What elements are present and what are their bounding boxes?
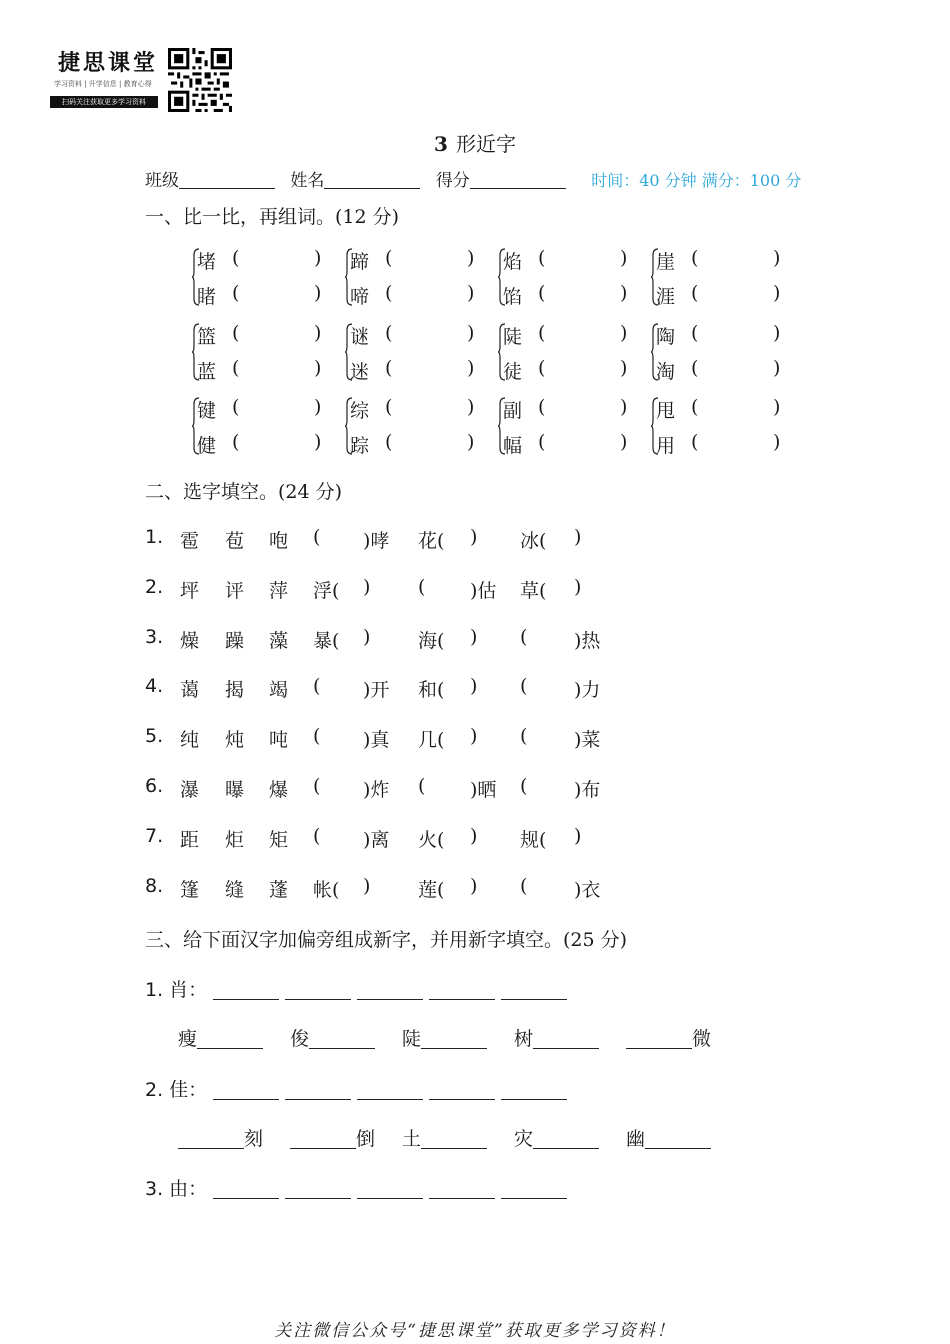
pair-char: 蹄 — [350, 251, 370, 273]
logo-title: 捷思课堂 — [58, 51, 159, 76]
fill-item: )炸 — [363, 779, 390, 801]
blank[interactable] — [213, 1180, 279, 1199]
blank[interactable] — [213, 981, 279, 1000]
fill-item: )热 — [574, 629, 601, 652]
pair-char: 啼 — [350, 286, 370, 308]
pair-char: 综 — [350, 400, 370, 422]
answer-paren-close: ) — [773, 396, 781, 418]
word-pair — [192, 247, 332, 307]
fill-item: ) — [574, 526, 582, 548]
answer-paren-close: ) — [620, 282, 628, 304]
choice-char: 坪 — [180, 579, 200, 602]
word-char: 陡 — [402, 1028, 422, 1050]
word-char: 倒 — [356, 1128, 376, 1150]
word-char: 树 — [514, 1028, 534, 1050]
answer-paren-open[interactable]: ( — [538, 357, 546, 379]
section3-heading-text: 三、给下面汉字加偏旁组成新字，并用新字填空。 — [145, 929, 564, 951]
answer-paren-close: ) — [314, 322, 322, 344]
fill-item[interactable]: ( — [313, 725, 321, 748]
row-number: 4. — [145, 675, 164, 698]
pair-row — [197, 431, 322, 458]
answer-paren-open[interactable]: ( — [691, 396, 699, 418]
class-field[interactable] — [179, 172, 275, 189]
pair-char: 用 — [656, 435, 676, 457]
pair-char: 健 — [197, 435, 217, 457]
word-blank — [290, 1024, 375, 1051]
answer-paren-open[interactable]: ( — [232, 322, 240, 344]
choice-char: 竭 — [269, 679, 289, 702]
blank[interactable] — [533, 1030, 599, 1049]
q3-3-blanks-row — [145, 1174, 573, 1201]
pair-row — [197, 247, 322, 274]
fill-row — [145, 626, 625, 654]
pair-row — [656, 282, 781, 309]
choice-char: 篷 — [180, 878, 200, 901]
fill-item[interactable]: 海( — [418, 629, 445, 652]
fill-item: ) — [363, 575, 371, 598]
blank[interactable] — [429, 1081, 495, 1100]
pair-char: 甩 — [656, 400, 676, 422]
pair-char: 踪 — [350, 435, 370, 457]
fill-item: )真 — [363, 729, 390, 752]
pair-char: 堵 — [197, 251, 217, 273]
fill-item: )开 — [363, 679, 390, 702]
pair-char: 键 — [197, 400, 217, 422]
pair-char: 蓝 — [197, 361, 217, 383]
pair-row — [350, 322, 475, 349]
answer-paren-close: ) — [773, 322, 781, 344]
logo — [50, 46, 240, 116]
blank[interactable] — [501, 981, 567, 1000]
fill-item[interactable]: 草( — [520, 579, 547, 602]
word-pair — [498, 396, 638, 456]
word-pair — [192, 396, 332, 456]
pair-row — [656, 396, 781, 423]
fill-item: ) — [363, 874, 371, 897]
blank[interactable] — [421, 1130, 487, 1149]
choice-char: 爆 — [269, 779, 289, 801]
answer-paren-close: ) — [467, 282, 475, 304]
pair-row — [656, 431, 781, 458]
answer-paren-open[interactable]: ( — [385, 431, 393, 453]
section1-heading-text: 一、比一比，再组词。 — [145, 206, 336, 228]
section2-score: (24 分) — [278, 481, 343, 503]
answer-paren-open[interactable]: ( — [691, 282, 699, 304]
blank[interactable] — [429, 1180, 495, 1199]
answer-paren-open[interactable]: ( — [538, 247, 546, 269]
pair-row — [197, 357, 322, 384]
footer-note: 关注微信公众号“捷思课堂”获取更多学习资料！ — [274, 1321, 676, 1341]
word-char: 瘦 — [178, 1028, 198, 1050]
fill-item: ) — [363, 625, 371, 648]
fill-item[interactable]: ( — [313, 675, 321, 698]
fill-item[interactable]: 和( — [418, 679, 445, 702]
blank[interactable] — [290, 1130, 356, 1149]
pair-row — [197, 396, 322, 423]
word-blank — [626, 1124, 711, 1151]
pair-char: 幅 — [503, 435, 523, 457]
blank[interactable] — [626, 1030, 692, 1049]
score-label: 得分 — [435, 171, 470, 191]
answer-paren-close: ) — [467, 322, 475, 344]
row-number: 6. — [145, 775, 164, 797]
q3-1-blanks-row — [145, 975, 573, 1002]
answer-paren-open[interactable]: ( — [385, 322, 393, 344]
choice-char: 揭 — [225, 679, 245, 702]
fill-item[interactable]: 几( — [418, 729, 445, 752]
answer-paren-open[interactable]: ( — [232, 357, 240, 379]
word-pair — [192, 322, 332, 382]
blank[interactable] — [197, 1030, 263, 1049]
fill-row — [145, 875, 625, 903]
fill-item[interactable]: 冰( — [520, 530, 547, 552]
pair-char: 迷 — [350, 361, 370, 383]
answer-paren-open[interactable]: ( — [538, 282, 546, 304]
fill-row — [145, 675, 625, 703]
word-pair — [345, 396, 485, 456]
qr-code-icon — [168, 48, 232, 112]
pair-char: 睹 — [197, 286, 217, 308]
blank[interactable] — [213, 1081, 279, 1100]
pair-row — [350, 282, 475, 309]
fill-item[interactable]: ( — [313, 526, 321, 548]
word-blank — [626, 1024, 711, 1051]
fill-item[interactable]: 帐( — [313, 878, 340, 901]
word-blank — [514, 1124, 599, 1151]
section1-heading — [145, 202, 399, 229]
answer-paren-open[interactable]: ( — [385, 247, 393, 269]
fill-item[interactable]: ( — [418, 575, 426, 598]
fill-item[interactable]: ( — [313, 824, 321, 847]
word-blank — [178, 1024, 263, 1051]
word-blank — [402, 1124, 487, 1151]
row-number: 5. — [145, 725, 164, 748]
choice-char: 吨 — [269, 729, 289, 752]
pair-char: 陡 — [503, 326, 523, 348]
blank[interactable] — [285, 1180, 351, 1199]
pair-row — [350, 247, 475, 274]
word-char: 幽 — [626, 1128, 646, 1150]
blank[interactable] — [178, 1130, 244, 1149]
score-field[interactable] — [470, 172, 566, 189]
time-info: 时间：40 分钟 满分：100 分 — [591, 171, 802, 190]
row-number: 2. — [145, 575, 164, 598]
answer-paren-close: ) — [314, 396, 322, 418]
pair-row — [350, 396, 475, 423]
pair-row — [503, 357, 628, 384]
fill-row — [145, 576, 625, 604]
answer-paren-close: ) — [467, 396, 475, 418]
q3-3-label: 3. 由： — [145, 1178, 208, 1200]
row-number: 1. — [145, 526, 164, 548]
pair-char: 焰 — [503, 251, 523, 273]
choice-char: 躁 — [225, 629, 245, 652]
name-field[interactable] — [324, 172, 420, 189]
fill-item: )离 — [363, 828, 390, 851]
logo-banner: 扫码关注获取更多学习资料 — [50, 96, 158, 108]
answer-paren-close: ) — [620, 431, 628, 453]
pair-row — [656, 322, 781, 349]
q3-1-label: 1. 肖： — [145, 979, 208, 1001]
fill-item: )布 — [574, 779, 601, 801]
choice-char: 评 — [225, 579, 245, 602]
blank[interactable] — [429, 981, 495, 1000]
blank[interactable] — [357, 1081, 423, 1100]
answer-paren-close: ) — [773, 247, 781, 269]
choice-char: 纯 — [180, 729, 200, 752]
fill-item: )晒 — [470, 779, 497, 801]
fill-item: )衣 — [574, 878, 601, 901]
blank[interactable] — [421, 1030, 487, 1049]
fill-item: )菜 — [574, 729, 601, 752]
pair-char: 馅 — [503, 286, 523, 308]
answer-paren-close: ) — [773, 357, 781, 379]
word-pair — [345, 322, 485, 382]
pair-char: 副 — [503, 400, 523, 422]
fill-item[interactable]: ( — [520, 874, 528, 897]
word-char: 土 — [402, 1128, 422, 1150]
fill-item: ) — [470, 625, 478, 648]
answer-paren-open[interactable]: ( — [385, 282, 393, 304]
fill-item: )估 — [470, 579, 497, 602]
fill-item[interactable]: ( — [520, 725, 528, 748]
pair-row — [656, 247, 781, 274]
fill-item[interactable]: 花( — [418, 530, 445, 552]
pair-char: 陶 — [656, 326, 676, 348]
fill-item: ) — [470, 874, 478, 897]
pair-char: 徒 — [503, 361, 523, 383]
choice-char: 雹 — [180, 530, 200, 552]
answer-paren-close: ) — [620, 357, 628, 379]
choice-char: 距 — [180, 828, 200, 851]
answer-paren-close: ) — [314, 431, 322, 453]
word-blank — [402, 1024, 487, 1051]
pair-char: 淘 — [656, 361, 676, 383]
fill-item[interactable]: ( — [418, 775, 426, 797]
class-label: 班级 — [145, 171, 179, 191]
answer-paren-close: ) — [314, 247, 322, 269]
fill-item[interactable]: ( — [520, 775, 528, 797]
choice-char: 炖 — [225, 729, 245, 752]
answer-paren-close: ) — [467, 247, 475, 269]
word-blank — [514, 1024, 599, 1051]
choice-char: 炬 — [225, 828, 245, 851]
row-number: 8. — [145, 874, 164, 897]
word-pair — [498, 322, 638, 382]
fill-item[interactable]: 火( — [418, 828, 445, 851]
word-char: 微 — [692, 1028, 712, 1050]
choice-char: 缝 — [225, 878, 245, 901]
pair-row — [503, 396, 628, 423]
word-pair — [651, 247, 791, 307]
pair-row — [656, 357, 781, 384]
fill-item: )哮 — [363, 530, 390, 552]
answer-paren-close: ) — [314, 282, 322, 304]
pair-char: 涯 — [656, 286, 676, 308]
section3-score: (25 分) — [563, 929, 628, 951]
fill-item: ) — [470, 725, 478, 748]
fill-item: )力 — [574, 679, 601, 702]
fill-item[interactable]: ( — [313, 775, 321, 797]
pair-row — [503, 282, 628, 309]
answer-paren-close: ) — [773, 282, 781, 304]
pair-row — [197, 282, 322, 309]
answer-paren-open[interactable]: ( — [232, 396, 240, 418]
answer-paren-open[interactable]: ( — [232, 247, 240, 269]
answer-paren-open[interactable]: ( — [538, 322, 546, 344]
fill-row — [145, 775, 625, 803]
answer-paren-open[interactable]: ( — [538, 431, 546, 453]
choice-char: 藻 — [269, 629, 289, 652]
word-char: 俊 — [290, 1028, 310, 1050]
fill-item[interactable]: ( — [520, 675, 528, 698]
logo-tags: 学习资料 | 升学信息 | 教育心得 — [54, 80, 152, 88]
section3-heading — [145, 925, 627, 952]
blank[interactable] — [533, 1130, 599, 1149]
title-number: 3 — [434, 132, 448, 156]
answer-paren-open[interactable]: ( — [691, 322, 699, 344]
choice-char: 燥 — [180, 629, 200, 652]
pair-row — [503, 322, 628, 349]
blank[interactable] — [357, 981, 423, 1000]
fill-item: ) — [470, 526, 478, 548]
info-line — [145, 166, 801, 191]
word-blank — [178, 1124, 263, 1151]
choice-char: 咆 — [269, 530, 289, 552]
q3-2-blanks-row — [145, 1075, 573, 1102]
choice-char: 曝 — [225, 779, 245, 801]
fill-item: ) — [574, 575, 582, 598]
fill-item[interactable]: 规( — [520, 828, 547, 851]
answer-paren-open[interactable]: ( — [538, 396, 546, 418]
blank[interactable] — [501, 1081, 567, 1100]
pair-char: 篮 — [197, 326, 217, 348]
fill-row — [145, 725, 625, 753]
answer-paren-open[interactable]: ( — [385, 396, 393, 418]
answer-paren-close: ) — [467, 357, 475, 379]
choice-char: 瀑 — [180, 779, 200, 801]
word-pair — [498, 247, 638, 307]
fill-item[interactable]: 暴( — [313, 629, 340, 652]
fill-item: ) — [470, 824, 478, 847]
answer-paren-open[interactable]: ( — [232, 431, 240, 453]
section2-heading — [145, 477, 342, 504]
word-pair — [651, 396, 791, 456]
pair-row — [350, 357, 475, 384]
choice-char: 萍 — [269, 579, 289, 602]
answer-paren-open[interactable]: ( — [691, 431, 699, 453]
blank[interactable] — [645, 1130, 711, 1149]
word-pair — [651, 322, 791, 382]
choice-char: 苞 — [225, 530, 245, 552]
answer-paren-open[interactable]: ( — [691, 357, 699, 379]
pair-char: 崖 — [656, 251, 676, 273]
answer-paren-close: ) — [467, 431, 475, 453]
fill-item: ) — [574, 824, 582, 847]
pair-row — [503, 431, 628, 458]
answer-paren-open[interactable]: ( — [691, 247, 699, 269]
word-pair — [345, 247, 485, 307]
pair-row — [197, 322, 322, 349]
blank[interactable] — [309, 1030, 375, 1049]
word-char: 灾 — [514, 1128, 534, 1150]
answer-paren-close: ) — [773, 431, 781, 453]
word-blank — [290, 1124, 375, 1151]
page-title — [0, 128, 950, 157]
pair-row — [350, 431, 475, 458]
answer-paren-open[interactable]: ( — [232, 282, 240, 304]
answer-paren-open[interactable]: ( — [385, 357, 393, 379]
row-number: 3. — [145, 625, 164, 648]
answer-paren-close: ) — [620, 396, 628, 418]
blank[interactable] — [357, 1180, 423, 1199]
answer-paren-close: ) — [314, 357, 322, 379]
fill-row — [145, 526, 625, 554]
choice-char: 蔼 — [180, 679, 200, 702]
section2-heading-text: 二、选字填空。 — [145, 481, 279, 503]
fill-row — [145, 825, 625, 853]
fill-item[interactable]: 浮( — [313, 579, 340, 602]
word-char: 刻 — [244, 1128, 264, 1150]
name-label: 姓名 — [290, 171, 325, 191]
title-text: 形近字 — [455, 132, 516, 156]
pair-row — [503, 247, 628, 274]
fill-item[interactable]: ( — [520, 625, 528, 648]
section1-score: (12 分) — [335, 206, 400, 228]
blank[interactable] — [285, 1081, 351, 1100]
answer-paren-close: ) — [620, 247, 628, 269]
blank[interactable] — [501, 1180, 567, 1199]
choice-char: 蓬 — [269, 878, 289, 901]
pair-char: 谜 — [350, 326, 370, 348]
row-number: 7. — [145, 824, 164, 847]
fill-item: ) — [470, 675, 478, 698]
choice-char: 矩 — [269, 828, 289, 851]
answer-paren-close: ) — [620, 322, 628, 344]
fill-item[interactable]: 莲( — [418, 878, 445, 901]
q3-2-label: 2. 佳： — [145, 1079, 208, 1101]
blank[interactable] — [285, 981, 351, 1000]
